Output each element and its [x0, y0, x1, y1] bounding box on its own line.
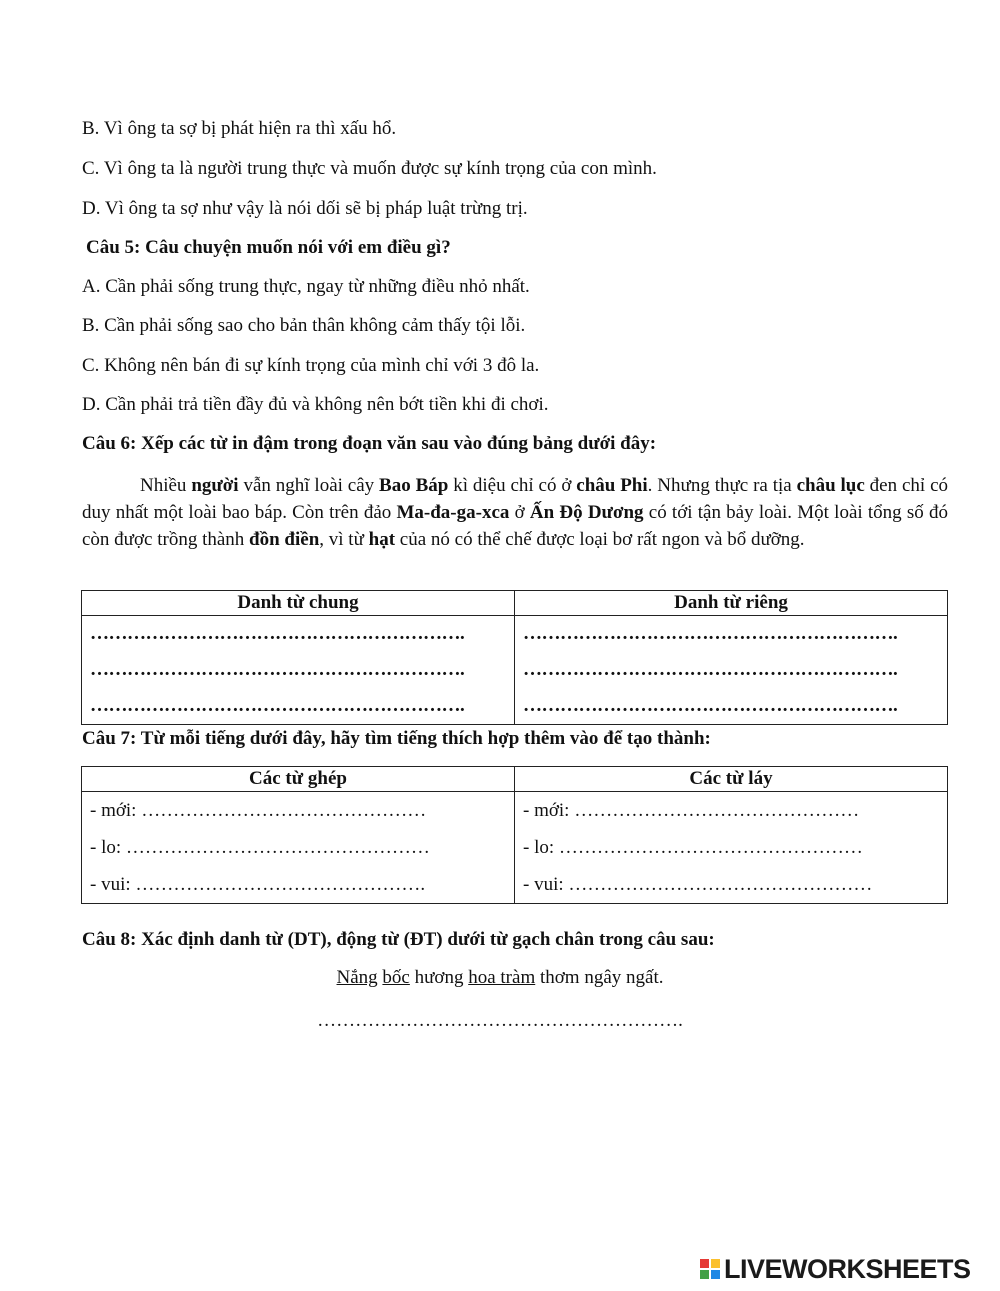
sentence-text: thơm ngây ngất. — [535, 967, 664, 988]
fill-vui[interactable]: - vui: ………………………………………. — [90, 874, 426, 895]
q6-title: Câu 6: Xếp các từ in đậm trong đoạn văn sau vào đúng bảng dưới đây: — [82, 433, 657, 454]
logo-mark-icon — [700, 1259, 720, 1279]
liveworksheets-logo — [700, 1254, 971, 1284]
passage-text: ở — [509, 502, 530, 523]
passage-text: có tới tận bảy loài. Một loài tổng số đó còn được trồng thành — [82, 502, 948, 550]
q4-option-c: C. Vì ông ta là người trung thực và muốn được sự kính trọng của con mình. — [82, 158, 657, 179]
q5-option-a: A. Cần phải sống trung thực, ngay từ những điều nhỏ nhất. — [82, 276, 530, 297]
q7-header-reduplicative: Các từ láy — [515, 767, 948, 792]
q7-compound-cell[interactable] — [82, 792, 515, 904]
passage-text: . Nhưng thực ra tịa — [647, 475, 797, 496]
q6-header-proper: Danh từ riêng — [515, 591, 948, 616]
passage-text: , vì từ — [319, 529, 369, 550]
passage-text: Nhiều — [140, 475, 192, 496]
q7-header-compound: Các từ ghép — [82, 767, 515, 792]
fill-lo[interactable]: - lo: ………………………………………… — [90, 837, 430, 858]
bold-word: Bao Báp — [379, 475, 449, 496]
q5-option-d: D. Cần phải trả tiền đầy đủ và không nên bớt tiền khi đi chơi. — [82, 394, 549, 415]
q7-title: Câu 7: Từ mỗi tiếng dưới đây, hãy tìm tiếng thích hợp thêm vào để tạo thành: — [82, 728, 711, 749]
answer-line[interactable]: ……………………………………………………. — [523, 695, 898, 716]
passage-text: đen chỉ có duy nhất một loài bao báp. Còn trên đảo — [82, 475, 949, 523]
underlined-word: Nắng — [336, 967, 378, 988]
q8-answer-line[interactable]: …………………………………………………. — [317, 1010, 683, 1031]
q4-option-b: B. Vì ông ta sợ bị phát hiện ra thì xấu hổ. — [82, 118, 397, 139]
answer-line[interactable]: ……………………………………………………. — [90, 695, 465, 716]
q8-sentence — [0, 967, 1000, 989]
sentence-text: hương — [409, 967, 469, 988]
passage-text: kì diệu chỉ có ở — [448, 475, 577, 496]
answer-line[interactable]: ……………………………………………………. — [90, 659, 465, 680]
q4-option-d: D. Vì ông ta sợ như vậy là nói dối sẽ bị pháp luật trừng trị. — [82, 198, 528, 219]
bold-word: châu lục — [796, 475, 865, 496]
passage-text: của nó có thể chế được loại bơ rất ngon và bổ dưỡng. — [395, 529, 805, 550]
bold-word: người — [191, 475, 239, 496]
q6-noun-table — [81, 590, 948, 725]
q6-header-common: Danh từ chung — [82, 591, 515, 616]
q5-option-c: C. Không nên bán đi sự kính trọng của mình chỉ với 3 đô la. — [82, 355, 540, 376]
logo-block — [700, 1259, 709, 1268]
answer-line[interactable]: ……………………………………………………. — [523, 623, 898, 644]
underlined-word: hoa tràm — [468, 967, 536, 988]
bold-word: Ma-đa-ga-xca — [396, 502, 510, 523]
fill-moi[interactable]: - mới: ……………………………………… — [90, 800, 427, 821]
q5-option-b: B. Cần phải sống sao cho bản thân không cảm thấy tội lỗi. — [82, 315, 526, 336]
q5-title: Câu 5: Câu chuyện muốn nói với em điều gì? — [86, 237, 451, 258]
answer-line[interactable]: ……………………………………………………. — [523, 659, 898, 680]
fill-moi[interactable]: - mới: ……………………………………… — [523, 800, 860, 821]
q7-word-table — [81, 766, 948, 904]
q8-title: Câu 8: Xác định danh từ (DT), động từ (ĐT) dưới từ gạch chân trong câu sau: — [82, 929, 715, 950]
passage-text: vẫn nghĩ loài cây — [238, 475, 380, 496]
answer-line[interactable]: ……………………………………………………. — [90, 623, 465, 644]
logo-text: LIVEWORKSHEETS — [724, 1253, 971, 1284]
logo-block — [711, 1270, 720, 1279]
logo-block — [711, 1259, 720, 1268]
fill-lo[interactable]: - lo: ………………………………………… — [523, 837, 863, 858]
underlined-word: bốc — [382, 967, 410, 988]
q6-proper-cell[interactable] — [515, 616, 948, 725]
bold-word: hạt — [368, 529, 396, 550]
bold-word: châu Phi — [576, 475, 648, 496]
q6-passage — [82, 472, 948, 553]
bold-word: Ấn Độ Dương — [529, 502, 644, 523]
fill-vui[interactable]: - vui: ………………………………………… — [523, 874, 873, 895]
bold-word: đồn điền — [249, 529, 320, 550]
logo-block — [700, 1270, 709, 1279]
q7-reduplicative-cell[interactable] — [515, 792, 948, 904]
q6-common-cell[interactable] — [82, 616, 515, 725]
